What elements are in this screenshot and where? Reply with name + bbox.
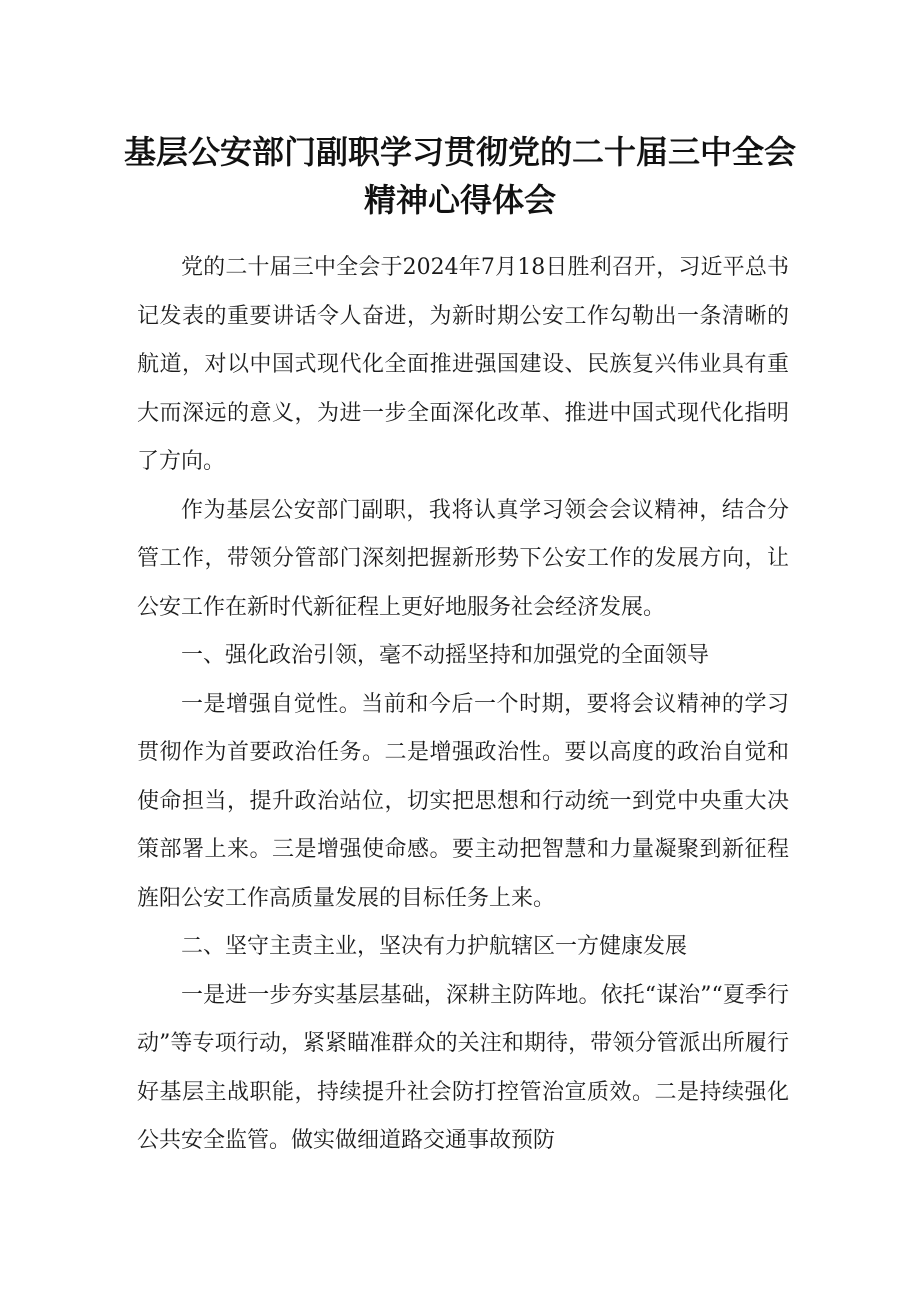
section-heading-1: 一、强化政治引领，毫不动摇坚持和加强党的全面领导 <box>181 643 710 668</box>
document-title: 基层公安部门副职学习贯彻党的二十届三中全会精神心得体会 <box>123 133 796 219</box>
section-heading-2: 二、坚守主责主业，坚决有力护航辖区一方健康发展 <box>181 934 688 959</box>
paragraph-section-2: 一是进一步夯实基层基础，深耕主防阵地。依托“谋治”“夏季行动”等专项行动，紧紧瞄准群众的关注和期待，带领分管派出所履行好基层主战职能，持续提升社会防打控管治宣质效。二是持续强化公共安全监管。做实做细道路交通事故预防 <box>137 982 789 1153</box>
document-body <box>137 244 789 1166</box>
paragraph-intro: 党的二十届三中全会于2024年7月18日胜利召开，习近平总书记发表的重要讲话令人奋进，为新时期公安工作勾勒出一条清晰的航道，对以中国式现代化全面推进强国建设、民族复兴伟业具有重大而深远的意义，为进一步全面深化改革、推进中国式现代化指明了方向。 <box>137 255 789 474</box>
paragraph-role: 作为基层公安部门副职，我将认真学习领会会议精神，结合分管工作，带领分管部门深刻把握新形势下公安工作的发展方向，让公安工作在新时代新征程上更好地服务社会经济发展。 <box>137 497 789 620</box>
paragraph-section-1: 一是增强自觉性。当前和今后一个时期，要将会议精神的学习贯彻作为首要政治任务。二是增强政治性。要以高度的政治自觉和使命担当，提升政治站位，切实把思想和行动统一到党中央重大决策部署上来。三是增强使命感。要主动把智慧和力量凝聚到新征程旌阳公安工作高质量发展的目标任务上来。 <box>137 691 789 911</box>
